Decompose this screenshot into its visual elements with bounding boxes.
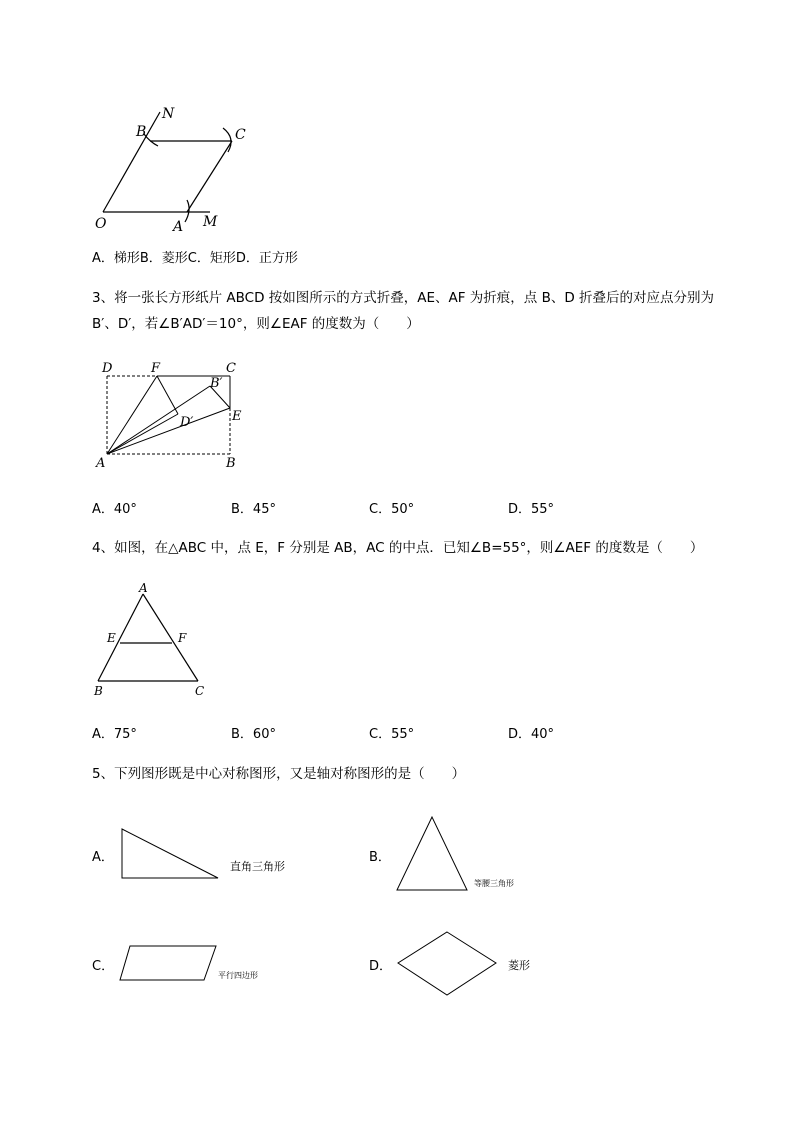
fig4-label-B: B bbox=[94, 684, 103, 698]
fig4-label-A: A bbox=[139, 581, 148, 595]
parallelogram-shape bbox=[120, 946, 216, 980]
q5-option-b-letter: B． bbox=[369, 850, 391, 865]
fig3-label-D: D bbox=[102, 361, 113, 376]
fig4-label-F: F bbox=[178, 631, 187, 645]
q5-option-d-letter: D． bbox=[369, 959, 393, 974]
q4-line1: 4、如图，在△ABC 中，点 E，F 分别是 AB，AC 的中点．已知∠B=55°，则∠AEF 的度数是（ ） bbox=[92, 540, 704, 556]
q4-option-a: A．75° bbox=[92, 727, 137, 742]
q5-option-c-letter: C． bbox=[92, 959, 115, 974]
q3-line2: B′、D′，若∠B′AD′＝10°，则∠EAF 的度数为（ ） bbox=[92, 316, 420, 332]
fig4-label-C: C bbox=[195, 684, 205, 698]
fig3-label-Bprime: B′ bbox=[210, 376, 223, 391]
fig1-label-N: N bbox=[162, 106, 175, 122]
rhombus-shape bbox=[398, 932, 496, 995]
q5-caption-d: 菱形 bbox=[508, 959, 530, 972]
q4-option-c: C．55° bbox=[369, 727, 415, 742]
q4-option-b: B．60° bbox=[231, 727, 276, 742]
fig1-label-A: A bbox=[173, 219, 184, 235]
fig3-label-B: B bbox=[226, 456, 236, 471]
q5-option-a-letter: A． bbox=[92, 850, 114, 865]
fig3-label-A: A bbox=[96, 456, 106, 471]
q3-option-b: B．45° bbox=[231, 502, 276, 517]
q2-options: A．梯形B．菱形C．矩形D．正方形 bbox=[92, 251, 298, 266]
fig4-label-E: E bbox=[107, 631, 116, 645]
fig1-label-C: C bbox=[235, 127, 246, 143]
fig3-label-Dprime: D′ bbox=[180, 415, 194, 430]
fig1-label-B: B bbox=[136, 124, 147, 140]
right-triangle-shape bbox=[122, 829, 218, 878]
isosceles-triangle-shape bbox=[397, 817, 467, 890]
q4-option-d: D．40° bbox=[508, 727, 555, 742]
fig1-label-O: O bbox=[95, 216, 107, 232]
q5-line1: 5、下列图形既是中心对称图形，又是轴对称图形的是（ ） bbox=[92, 766, 466, 782]
fig3-label-C: C bbox=[226, 361, 236, 376]
q3-option-d: D．55° bbox=[508, 502, 555, 517]
fig3-label-F: F bbox=[151, 361, 161, 376]
q3-line1: 3、将一张长方形纸片 ABCD 按如图所示的方式折叠，AE、AF 为折痕，点 B、D 折叠后的对应点分别为 bbox=[92, 290, 715, 306]
q3-option-c: C．50° bbox=[369, 502, 415, 517]
fig1-label-M: M bbox=[203, 214, 218, 230]
q5-caption-b: 等腰三角形 bbox=[474, 879, 514, 888]
q5-caption-c: 平行四边形 bbox=[218, 971, 258, 980]
q5-caption-a: 直角三角形 bbox=[230, 860, 285, 873]
q3-option-a: A．40° bbox=[92, 502, 137, 517]
fig3-label-E: E bbox=[232, 409, 242, 424]
